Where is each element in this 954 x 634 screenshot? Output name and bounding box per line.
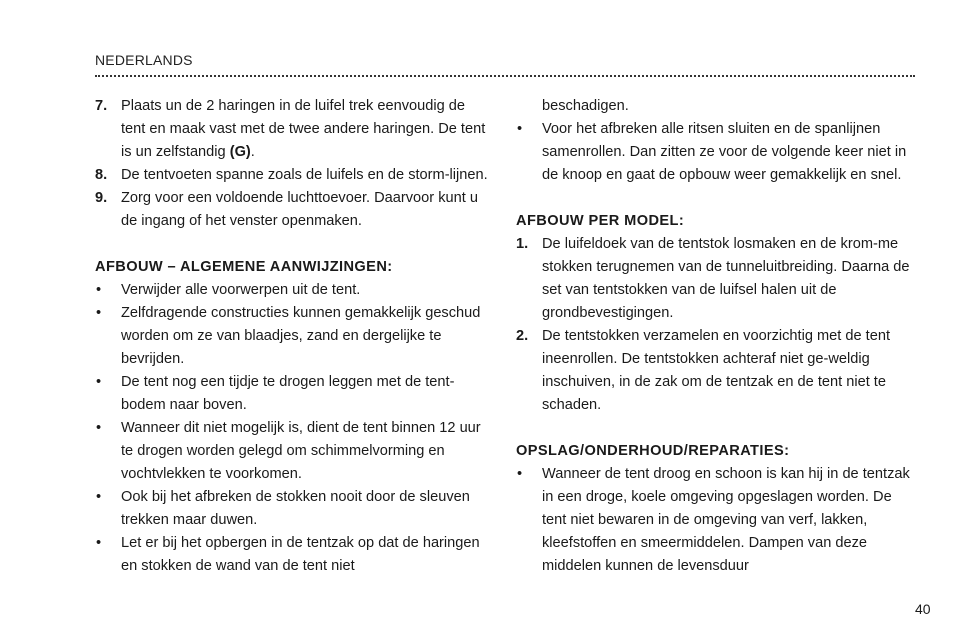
step-text: Plaats un de 2 haringen in de luifel trek eenvoudig de tent en maak vast met de twee andere haringen. De tent is un zelfstandig — [121, 98, 486, 160]
bullet-icon: • — [96, 305, 102, 321]
bullet-text: Wanneer dit niet mogelijk is, dient de tent binnen 12 uur te drogen worden gelegd om schimmelvorming en vochtvlekken te voorkomen. — [121, 420, 481, 482]
bullet-item — [95, 417, 493, 486]
bullet-item — [516, 118, 916, 187]
step-item — [95, 95, 493, 164]
bullet-icon: • — [96, 535, 102, 551]
bullet-item — [95, 486, 493, 532]
step-number: 8. — [95, 167, 108, 183]
step-item — [95, 187, 493, 233]
bullet-icon: • — [96, 420, 102, 436]
bullet-icon: • — [96, 489, 102, 505]
dotted-divider — [95, 75, 915, 77]
step-number: 7. — [95, 98, 108, 114]
step-text: Zorg voor een voldoende luchttoevoer. Daarvoor kunt u de ingang of het venster openmaken. — [121, 190, 478, 229]
bullet-item — [95, 279, 493, 302]
section-language-label: NEDERLANDS — [95, 52, 193, 68]
bullet-icon: • — [517, 121, 523, 137]
step-item — [516, 233, 916, 325]
figure-reference: (G) — [229, 144, 251, 160]
bullet-item — [516, 463, 916, 578]
step-number: 2. — [516, 328, 529, 344]
step-number: 9. — [95, 190, 108, 206]
page-number: 40 — [915, 601, 931, 617]
bullet-icon: • — [517, 466, 523, 482]
step-text: De tentvoeten spanne zoals de luifels en de storm-lijnen. — [121, 167, 488, 183]
step-text-end: . — [250, 144, 255, 160]
step-number: 1. — [516, 236, 529, 252]
step-text: De tentstokken verzamelen en voorzichtig met de tent ineenrollen. De tentstokken achteraf niet ge-weldig inschuiven, in de zak om de tentzak en de tent niet te schaden. — [542, 328, 890, 413]
bullet-text: Wanneer de tent droog en schoon is kan hij in de tentzak in een droge, koele omgeving opgeslagen worden. De tent niet bewaren in de omgeving van verf, lakken, kleefstoffen en smeermiddelen. Dampen van deze middelen kunnen de levensduur — [542, 466, 910, 574]
section-heading-afbouw-general: AFBOUW – ALGEMENE AANWIJZINGEN: — [95, 259, 393, 275]
step-text: De luifeldoek van de tentstok losmaken en de krom-me stokken terugnemen van de tunneluitbreiding. Daarna de set van tentstokken van de luifsel halen uit de grondbevestigingen. — [542, 236, 910, 321]
bullet-text: Let er bij het opbergen in de tentzak op dat de haringen en stokken de wand van de tent niet — [121, 535, 480, 574]
bullet-text: Ook bij het afbreken de stokken nooit door de sleuven trekken maar duwen. — [121, 489, 470, 528]
section-heading-afbouw-per-model: AFBOUW PER MODEL: — [516, 213, 685, 229]
bullet-text: De tent nog een tijdje te drogen leggen met de tent-bodem naar boven. — [121, 374, 455, 413]
bullet-icon: • — [96, 374, 102, 390]
step-item — [95, 164, 493, 187]
left-column — [95, 95, 493, 578]
bullet-item — [95, 302, 493, 371]
continued-text: beschadigen. — [542, 98, 629, 114]
right-column — [516, 95, 916, 578]
bullet-text: Voor het afbreken alle ritsen sluiten en de spanlijnen samenrollen. Dan zitten ze voor de volgende keer niet in de knoop en gaat de opbouw weer gemakkelijk en snel. — [542, 121, 907, 183]
section-heading-opslag: OPSLAG/ONDERHOUD/REPARATIES: — [516, 443, 790, 459]
bullet-item — [95, 371, 493, 417]
bullet-text: Verwijder alle voorwerpen uit de tent. — [121, 282, 361, 298]
step-item — [516, 325, 916, 417]
bullet-item — [95, 532, 493, 578]
bullet-icon: • — [96, 282, 102, 298]
bullet-text: Zelfdragende constructies kunnen gemakkelijk geschud worden om ze van blaadjes, zand en dergelijke te bevrijden. — [121, 305, 481, 367]
